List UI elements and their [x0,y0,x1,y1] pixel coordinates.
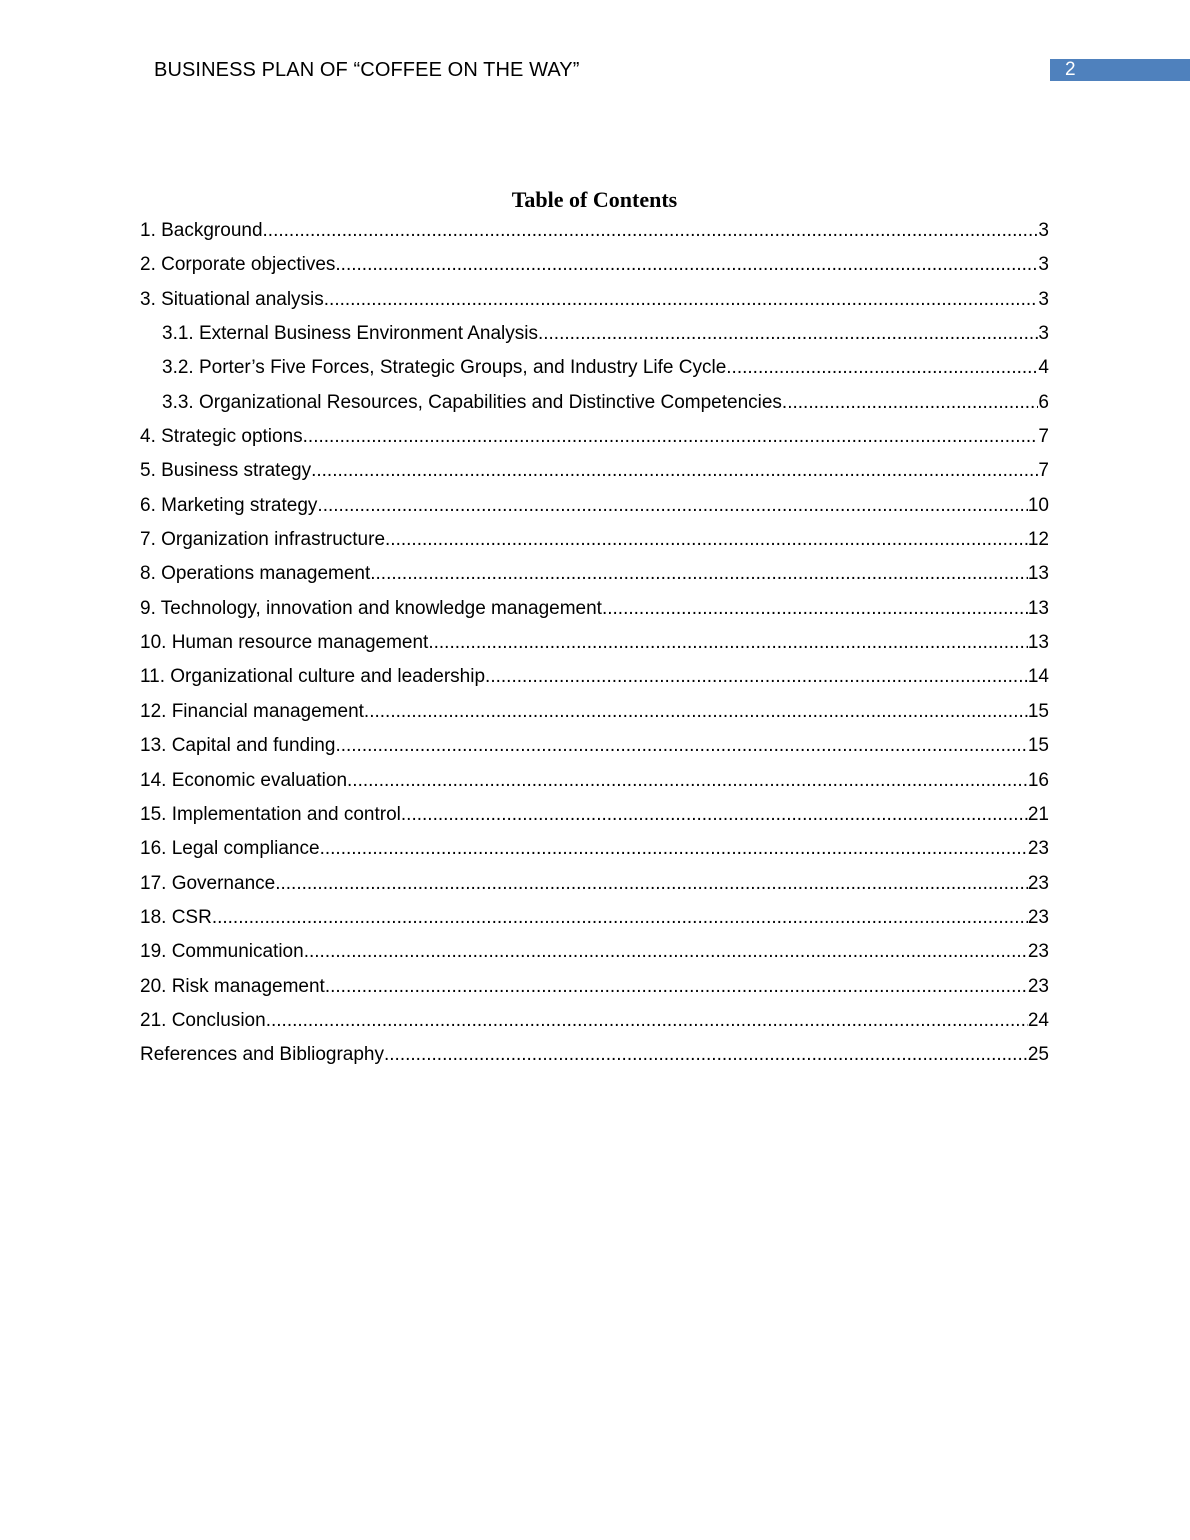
toc-entry[interactable] [140,626,1049,660]
toc-entry[interactable] [140,935,1049,969]
toc-entry-label: 10. Human resource management [140,632,429,654]
toc-entry-label: 13. Capital and funding [140,735,336,757]
toc-entry[interactable] [140,695,1049,729]
toc-entry-label: 14. Economic evaluation [140,769,348,791]
toc-entry-page: 4 [1038,357,1049,379]
toc-entry-label: 7. Organization infrastructure [140,529,386,551]
toc-entry-page: 21 [1027,803,1049,825]
toc-entry-page: 12 [1027,529,1049,551]
toc-entry-page: 3 [1038,288,1049,310]
toc-entry-page: 15 [1027,735,1049,757]
toc-entry[interactable] [140,489,1049,523]
page-number-badge [1050,59,1190,81]
toc-entry-page: 7 [1038,426,1049,448]
toc-entry-label: 4. Strategic options [140,426,303,448]
toc-entry[interactable] [140,283,1049,317]
page-number: 2 [1065,59,1076,80]
toc-entry[interactable] [140,901,1049,935]
toc-entry-label: 19. Communication [140,941,304,963]
toc-entry[interactable] [140,729,1049,763]
toc-entry[interactable] [140,832,1049,866]
toc-entry-page: 23 [1027,838,1049,860]
toc-entry-page: 13 [1027,597,1049,619]
toc-entry-label: 3.1. External Business Environment Analysis [162,323,538,345]
toc-entry-page: 13 [1027,632,1049,654]
toc-entry-label: 17. Governance [140,872,276,894]
toc-entry-label: 6. Marketing strategy [140,494,318,516]
toc-entry-label: References and Bibliography [140,1044,384,1066]
toc-entry[interactable] [140,420,1049,454]
toc-entry[interactable] [140,660,1049,694]
toc-entry-label: 3. Situational analysis [140,288,324,310]
toc-entry-page: 14 [1027,666,1049,688]
toc-entry-label: 9. Technology, innovation and knowledge management [140,597,602,619]
toc-entry-page: 7 [1038,460,1049,482]
toc-heading: Table of Contents [511,187,678,212]
toc-subentry[interactable] [140,386,1049,420]
toc-subentry[interactable] [140,317,1049,351]
toc-entry-label: 21. Conclusion [140,1009,266,1031]
toc-entry-page: 23 [1027,872,1049,894]
toc-entry-label: 20. Risk management [140,975,325,997]
toc-subentry[interactable] [140,351,1049,385]
table-of-contents [140,214,1049,1073]
toc-entry[interactable] [140,248,1049,282]
toc-entry-label: 3.2. Porter’s Five Forces, Strategic Groups, and Industry Life Cycle [162,357,727,379]
toc-entry-page: 3 [1038,254,1049,276]
toc-entry-page: 6 [1038,391,1049,413]
toc-entry-label: 1. Background [140,220,263,241]
toc-entry-page: 24 [1027,1009,1049,1031]
toc-entry[interactable] [140,798,1049,832]
toc-entry[interactable] [140,523,1049,557]
toc-entry-label: 3.3. Organizational Resources, Capabilities and Distinctive Competencies [162,391,782,413]
toc-entry-label: 18. CSR [140,906,212,928]
toc-entry-label: 12. Financial management [140,700,364,722]
toc-entry-page: 3 [1038,323,1049,345]
toc-entry-label: 5. Business strategy [140,460,312,482]
toc-entry-page: 23 [1027,941,1049,963]
toc-entry-label: 2. Corporate objectives [140,254,336,276]
toc-entry[interactable] [140,592,1049,626]
toc-entry-page: 15 [1027,700,1049,722]
toc-entry-label: 16. Legal compliance [140,838,320,860]
toc-entry[interactable] [140,867,1049,901]
toc-entry-label: 11. Organizational culture and leadership [140,666,486,688]
toc-entry-page: 10 [1027,494,1049,516]
toc-entry[interactable] [140,454,1049,488]
toc-entry-page: 25 [1027,1044,1049,1066]
toc-entry[interactable] [140,970,1049,1004]
toc-entry-label: 15. Implementation and control [140,803,401,825]
toc-entry[interactable] [140,214,1049,248]
toc-entry-page: 23 [1027,975,1049,997]
toc-entry-page: 16 [1027,769,1049,791]
toc-entry-page: 3 [1038,220,1049,241]
toc-entry[interactable] [140,1038,1049,1072]
toc-entry[interactable] [140,1004,1049,1038]
toc-entry[interactable] [140,764,1049,798]
toc-entry-label: 8. Operations management [140,563,371,585]
toc-entry[interactable] [140,557,1049,591]
toc-entry-page: 23 [1027,906,1049,928]
running-header-title: BUSINESS PLAN OF “COFFEE ON THE WAY” [154,59,580,81]
toc-entry-page: 13 [1027,563,1049,585]
